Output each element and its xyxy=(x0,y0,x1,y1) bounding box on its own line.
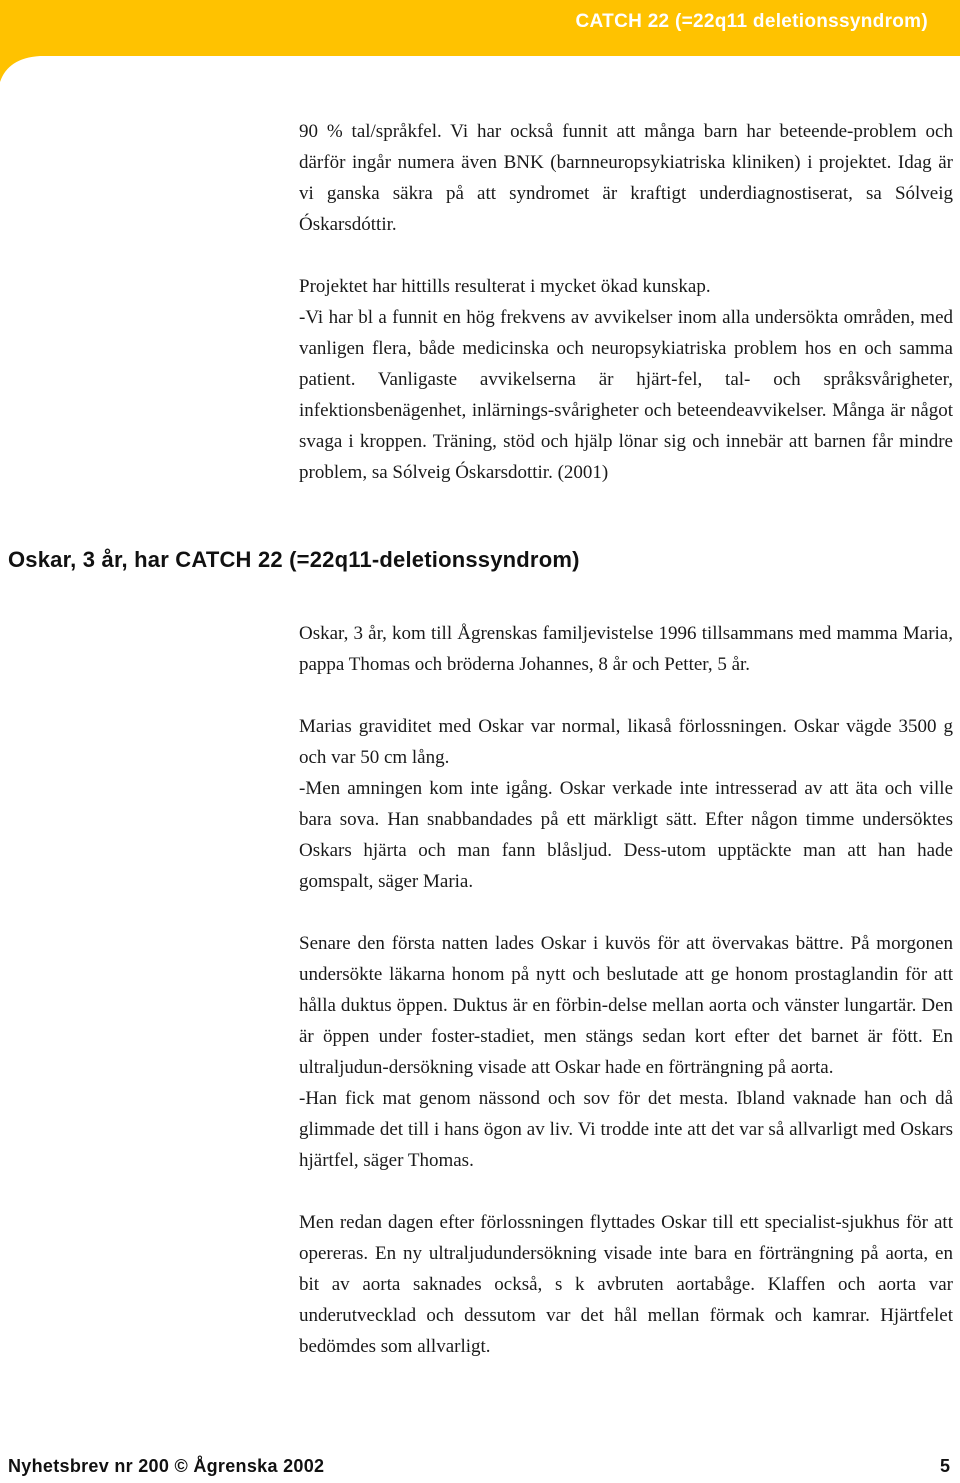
intro-text xyxy=(299,116,953,488)
intro-paragraph: Projektet har hittills resulterat i mycket ökad kunskap. xyxy=(299,276,711,297)
article-paragraph: Oskar, 3 år, kom till Ågrenskas familjevistelse 1996 tillsammans med mamma Maria, pappa Thomas och bröderna Johannes, 8 år och Petter, 5 år. xyxy=(299,623,953,675)
article-paragraph: -Men amningen kom inte igång. Oskar verkade inte intresserad av att äta och ville bara sova. Han snabbandades på ett märkligt sätt. Efter någon timme undersöktes Oskars hjärta och man fann blåsljud. Dess-utom upptäckte man att han hade gomspalt, säger Maria. xyxy=(299,778,953,892)
page-number: 5 xyxy=(939,1456,950,1476)
section-heading: Oskar, 3 år, har CATCH 22 (=22q11-deletionssyndrom) xyxy=(8,547,580,572)
article-paragraph: -Han fick mat genom nässond och sov för det mesta. Ibland vaknade han och då glimmade det till i hans ögon av liv. Vi trodde inte att det var så allvarligt med Oskars hjärtfel, säger Thomas. xyxy=(299,1088,953,1171)
article-paragraph: Senare den första natten lades Oskar i kuvös för att övervakas bättre. På morgonen undersökte läkarna honom på nytt och beslutade att ge honom prostaglandin för att hålla duktus öppen. Duktus är en förbin-delse mellan aorta och vänster lungartär. Den är öppen under foster-stadiet, men stängs sedan kort efter det barnet är fött. En ultraljudun-dersökning visade att Oskar hade en förträngning på aorta. xyxy=(299,933,953,1078)
article-paragraph: Marias graviditet med Oskar var normal, likaså förlossningen. Oskar vägde 3500 g och var 50 cm lång. xyxy=(299,716,953,768)
header-band xyxy=(0,0,960,90)
intro-paragraph: -Vi har bl a funnit en hög frekvens av avvikelser inom alla undersökta områden, med vanligen flera, både medicinska och neuropsykiatriska problem hos en och samma patient. Vanligaste avvikelserna är hjärt-fel, tal- och språksvårigheter, infektionsbenägenhet, inlärnings-svårigheter och beteendeavvikelser. Många är något svaga i kroppen. Träning, stöd och hjälp lönar sig och innebär att barnen får mindre problem, sa Sólveig Óskarsdottir. (2001) xyxy=(299,307,953,483)
intro-paragraph: 90 % tal/språkfel. Vi har också funnit att många barn har beteende-problem och därför ingår numera även BNK (barnneuropsykiatriska kliniken) i projektet. Idag är vi ganska säkra på att syndromet är kraftigt underdiagnostiserat, sa Sólveig Óskarsdóttir. xyxy=(299,121,953,235)
header-title: CATCH 22 (=22q11 deletionssyndrom) xyxy=(575,11,928,32)
article-text xyxy=(299,618,953,1362)
footer-publication: Nyhetsbrev nr 200 © Ågrenska 2002 xyxy=(8,1456,325,1476)
article-paragraph: Men redan dagen efter förlossningen flyttades Oskar till ett specialist-sjukhus för att opereras. En ny ultraljudundersökning visade inte bara en förträngning på aorta, en bit av aorta saknades också, s k avbruten aortabåge. Klaffen och aorta var underutvecklad och dessutom var det hål mellan förmak och kamrar. Hjärtfelet bedömdes som allvarligt. xyxy=(299,1212,953,1357)
